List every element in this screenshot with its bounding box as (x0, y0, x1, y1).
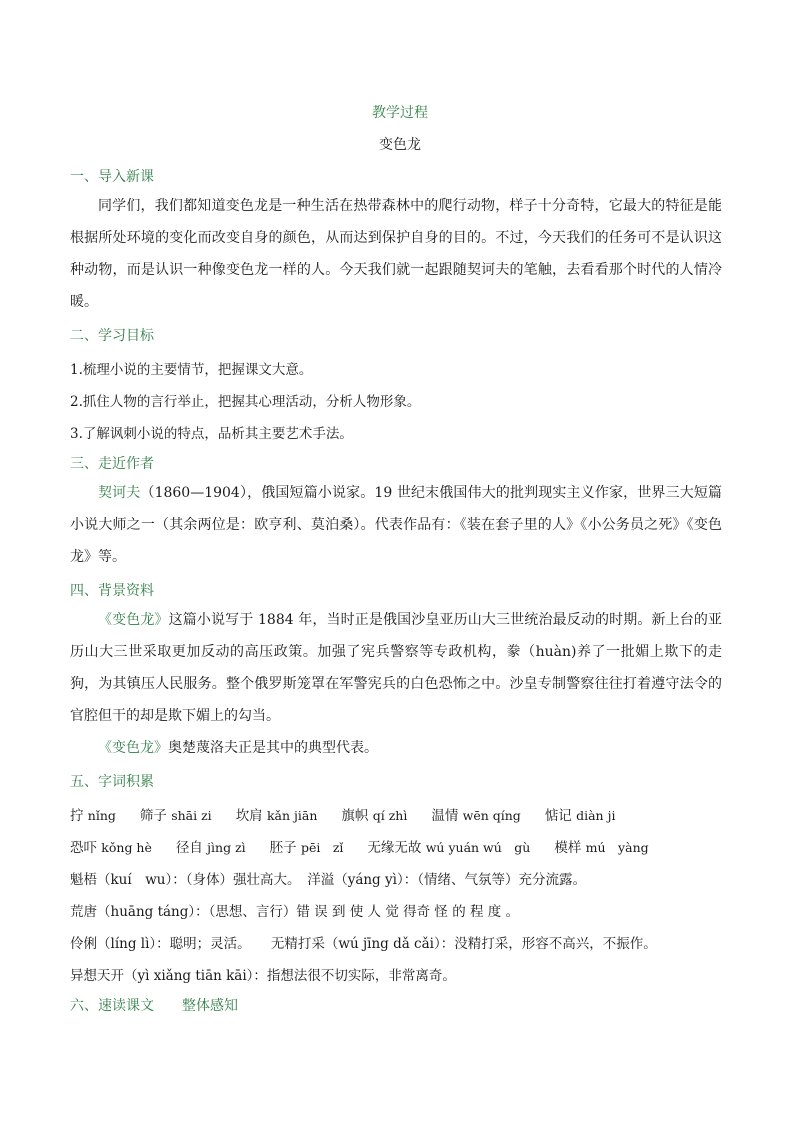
background-paragraph-2 (70, 732, 722, 764)
vocab-item (554, 836, 648, 856)
vocab-pinyin: qí zhì (372, 808, 408, 823)
vocab-word: 旗帜 (341, 808, 369, 824)
background-paragraph-2-text: 奥楚蔑洛夫正是其中的典型代表。 (168, 740, 378, 756)
vocab-pinyin: mú yàng (585, 840, 649, 855)
vocab-row-1 (70, 804, 639, 824)
vocab-pinyin: pēi zǐ (300, 840, 344, 855)
section-heading-goals: 二、学习目标 (70, 328, 154, 344)
vocab-word: 筛子 (139, 808, 167, 824)
vocab-item (70, 836, 152, 856)
vocab-item (140, 804, 212, 824)
section-heading-author: 三、走近作者 (70, 456, 154, 472)
vocab-pinyin: kǎn jiān (266, 808, 318, 823)
vocab-pinyin: kǒng hè (101, 840, 152, 855)
vocab-word: 胚子 (269, 840, 297, 856)
section-heading-vocabulary: 五、字词积累 (70, 774, 154, 790)
vocab-item (270, 836, 344, 856)
vocab-word: 惦记 (544, 808, 572, 824)
vocab-item (236, 804, 318, 824)
section-heading-background: 四、背景资料 (70, 583, 154, 599)
vocab-item (70, 804, 116, 824)
background-paragraph-text: 这篇小说写于 1884 年，当时正是俄国沙皇亚历山大三世统治最反动的时期。新上台的亚历山大三世采取更加反动的高压政策。加强了宪兵警察等专政机构，豢（huàn)养了一批媚上欺下的走狗，为其镇压人民服务。整个俄罗斯笼罩在军警宪兵的白色恐怖之中。沙皇专制警察往往打着遵守法令的官腔但干的却是欺下媚上的勾当。 (70, 612, 723, 724)
section-heading-reading: 六、速读课文 整体感知 (70, 998, 238, 1014)
book-title-2: 《变色龙》 (98, 740, 168, 756)
vocab-word: 径自 (175, 840, 203, 856)
vocab-pinyin: diàn ji (576, 808, 616, 823)
vocab-word: 温情 (431, 808, 459, 824)
vocab-item (367, 836, 530, 856)
vocab-line-5: 伶俐（líng lì）：聪明；灵活。 无精打采（wú jīng dǎ cǎi）：没精打采，形容不高兴，不振作。 (70, 936, 657, 952)
vocab-line-6: 异想天开（yì xiǎng tiān kāi）：指想法很不切实际，非常离奇。 (70, 968, 456, 984)
document-subtitle: 变色龙 (379, 137, 421, 153)
section-heading-intro: 一、导入新课 (70, 169, 154, 185)
vocab-word: 模样 (554, 840, 582, 856)
author-paragraph-text: （1860—1904），俄国短篇小说家。19 世纪末俄国伟大的批判现实主义作家，世界三大短篇小说大师之一（其余两位是：欧亨利、莫泊桑）。代表作品有：《装在套子里的人》《小公务员之死》《变色龙》等。 (70, 485, 722, 565)
vocab-pinyin: nǐng (87, 808, 116, 823)
vocab-item (341, 804, 407, 824)
vocab-word: 恐吓 (70, 840, 97, 856)
vocab-pinyin: wú yuán wú gù (425, 840, 531, 855)
goal-item-1: 1.梳理小说的主要情节，把握课文大意。 (70, 362, 313, 378)
vocab-item (431, 804, 520, 824)
document-title: 教学过程 (372, 105, 428, 121)
vocab-pinyin: jìng zì (207, 840, 246, 855)
vocab-item (545, 804, 616, 824)
vocab-item (176, 836, 246, 856)
background-paragraph (70, 604, 722, 732)
book-title: 《变色龙》 (98, 612, 169, 628)
goal-item-3: 3.了解讽刺小说的特点，品析其主要艺术手法。 (70, 426, 353, 442)
vocab-word: 坎肩 (235, 808, 263, 824)
vocab-line-4: 荒唐（huāng táng）：（思想、言行）错 误 到 使 人 觉 得奇 怪 的 程 度 。 (70, 904, 520, 920)
goal-item-2: 2.抓住人物的言行举止，把握其心理活动，分析人物形象。 (70, 394, 421, 410)
vocab-word: 拧 (70, 808, 84, 824)
vocab-row-2 (70, 836, 673, 856)
vocab-line-3: 魁梧（kuí wu）：（身体）强壮高大。 洋溢（yáng yì）：（情绪、气氛等）充分流露。 (70, 872, 586, 888)
vocab-pinyin: wēn qíng (462, 808, 521, 823)
vocab-word: 无缘无故 (367, 840, 422, 856)
intro-paragraph: 同学们，我们都知道变色龙是一种生活在热带森林中的爬行动物，样子十分奇特，它最大的特征是能根据所处环境的变化而改变自身的颜色，从而达到保护自身的目的。不过，今天我们的任务可不是认识这种动物，而是认识一种像变色龙一样的人。今天我们就一起跟随契诃夫的笔触，去看看那个时代的人情冷暖。 (70, 198, 722, 310)
vocab-pinyin: shāi zi (171, 808, 212, 823)
author-name: 契诃夫 (98, 485, 141, 501)
author-paragraph (70, 477, 722, 573)
